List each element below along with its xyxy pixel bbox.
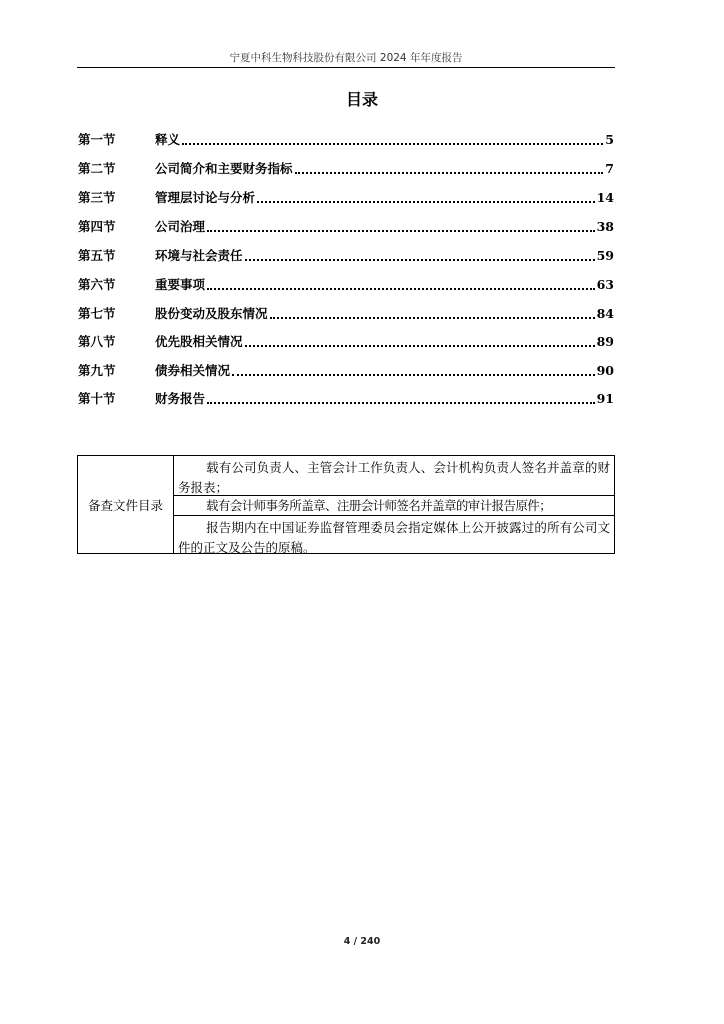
toc-section-name: 公司简介和主要财务指标 bbox=[155, 161, 293, 176]
toc-section-number: 第六节 bbox=[78, 277, 116, 292]
header-divider bbox=[77, 67, 615, 68]
toc-page-number: 90 bbox=[596, 363, 614, 378]
toc-dot-leader bbox=[245, 345, 595, 347]
toc-entry[interactable] bbox=[78, 332, 614, 352]
toc-entry[interactable] bbox=[78, 246, 614, 266]
toc-dot-leader bbox=[270, 317, 595, 319]
toc-entry[interactable] bbox=[78, 389, 614, 409]
toc-section-number: 第五节 bbox=[78, 248, 116, 263]
toc-section-number: 第九节 bbox=[78, 363, 116, 378]
toc-page-number: 5 bbox=[605, 132, 614, 147]
toc-dot-leader bbox=[295, 172, 604, 174]
toc-page-number: 59 bbox=[596, 248, 614, 263]
reference-document-item bbox=[174, 496, 614, 516]
reference-documents-list bbox=[174, 456, 614, 553]
toc-section-name: 债券相关情况 bbox=[155, 363, 231, 378]
page-number-footer: 4 / 240 bbox=[343, 936, 381, 947]
toc-entry[interactable] bbox=[78, 275, 614, 295]
toc-dot-leader bbox=[245, 259, 595, 261]
toc-section-number: 第十节 bbox=[78, 391, 116, 406]
toc-section-name: 公司治理 bbox=[155, 219, 206, 234]
toc-page-number: 84 bbox=[596, 306, 614, 321]
toc-dot-leader bbox=[207, 288, 595, 290]
reference-document-text: 报告期内在中国证券监督管理委员会指定媒体上公开披露过的所有公司文件的正文及公告的原稿。 bbox=[178, 520, 610, 555]
toc-dot-leader bbox=[182, 143, 603, 145]
toc-section-number: 第八节 bbox=[78, 334, 116, 349]
toc-dot-leader bbox=[207, 402, 595, 404]
toc-section-name: 股份变动及股东情况 bbox=[155, 306, 268, 321]
toc-entry[interactable] bbox=[78, 217, 614, 237]
toc-section-number: 第一节 bbox=[78, 132, 116, 147]
toc-entry[interactable] bbox=[78, 188, 614, 208]
toc-dot-leader bbox=[257, 201, 595, 203]
toc-section-number: 第四节 bbox=[78, 219, 116, 234]
toc-page-number: 63 bbox=[596, 277, 614, 292]
reference-document-text: 载有会计师事务所盖章、注册会计师签名并盖章的审计报告原件； bbox=[206, 498, 552, 513]
toc-entry[interactable] bbox=[78, 361, 614, 381]
toc-entry[interactable] bbox=[78, 304, 614, 324]
toc-section-name: 环境与社会责任 bbox=[155, 248, 243, 263]
reference-document-text: 载有公司负责人、主管会计工作负责人、会计机构负责人签名并盖章的财务报表； bbox=[178, 460, 610, 495]
toc-page-number: 7 bbox=[605, 161, 614, 176]
toc-section-number: 第三节 bbox=[78, 190, 116, 205]
toc-section-number: 第二节 bbox=[78, 161, 116, 176]
reference-documents-label: 备查文件目录 bbox=[78, 456, 174, 553]
reference-document-item bbox=[174, 516, 614, 558]
toc-dot-leader bbox=[232, 374, 595, 376]
toc-section-name: 重要事项 bbox=[155, 277, 206, 292]
toc-title: 目录 bbox=[345, 90, 378, 109]
reference-documents-table bbox=[77, 455, 615, 554]
reference-document-item bbox=[174, 456, 614, 496]
toc-page-number: 89 bbox=[596, 334, 614, 349]
toc-section-name: 释义 bbox=[155, 132, 181, 147]
toc-page-number: 91 bbox=[596, 391, 614, 406]
toc-page-number: 14 bbox=[596, 190, 614, 205]
toc-entry[interactable] bbox=[78, 130, 614, 150]
toc-section-number: 第七节 bbox=[78, 306, 116, 321]
toc-entry[interactable] bbox=[78, 159, 614, 179]
toc-section-name: 管理层讨论与分析 bbox=[155, 190, 256, 205]
toc-page-number: 38 bbox=[596, 219, 614, 234]
toc-section-name: 财务报告 bbox=[155, 391, 206, 406]
toc-dot-leader bbox=[207, 230, 595, 232]
running-header: 宁夏中科生物科技股份有限公司 2024 年年度报告 bbox=[229, 52, 463, 64]
toc-section-name: 优先股相关情况 bbox=[155, 334, 243, 349]
